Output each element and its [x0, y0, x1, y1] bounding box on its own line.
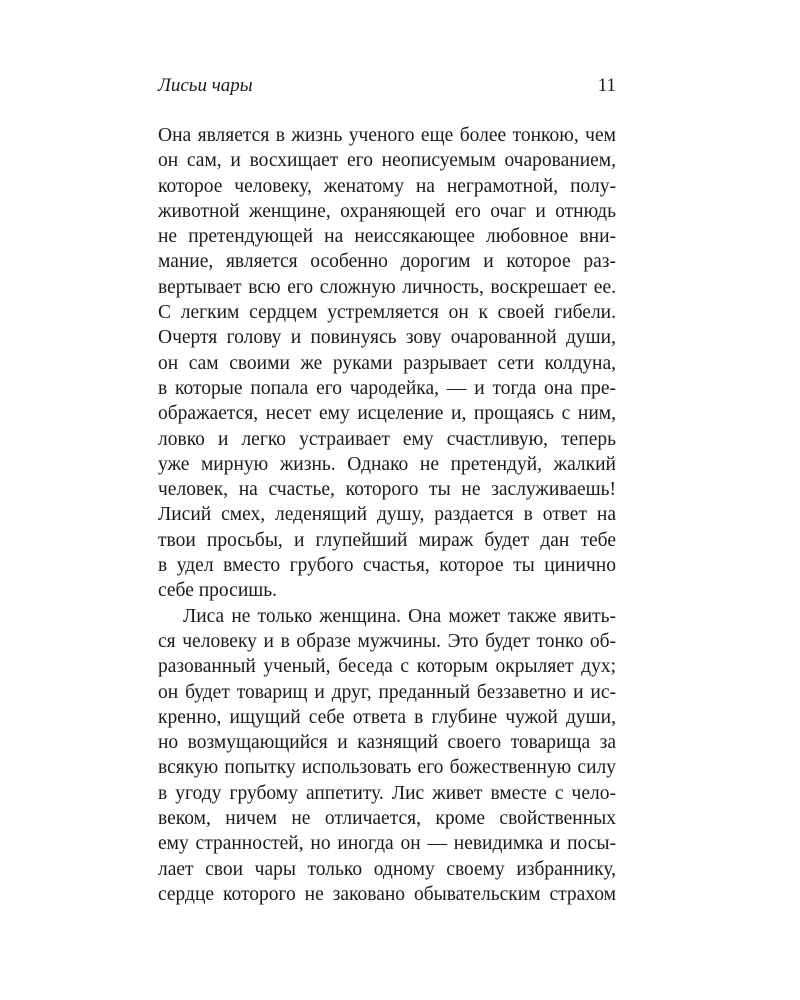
- page-number: 11: [597, 75, 616, 96]
- text-line: он будет товарищ и друг, преданный беззаветно и ис-: [158, 681, 616, 703]
- text-line: ловко и легко устраивает ему счастливую, теперь: [158, 428, 616, 450]
- text-line: он сам, и восхищает его неописуемым очарованием,: [158, 150, 616, 172]
- text-line: но возмущающийся и казнящий своего товарища за: [158, 732, 616, 754]
- text-line: ему странностей, но иногда он — невидимка и посы-: [158, 833, 616, 855]
- text-line: сердце которого не заковано обывательским страхом: [158, 883, 616, 905]
- text-line: всякую попытку использовать его божественную силу: [158, 757, 616, 779]
- running-header: [158, 74, 616, 98]
- text-line: мание, является особенно дорогим и которое раз-: [158, 251, 616, 273]
- text-line: в удел вместо грубого счастья, которое ты цинично: [158, 555, 616, 577]
- text-line: Она является в жизнь ученого еще более тонкою, чем: [158, 125, 616, 146]
- text-line: не претендующей на неиссякающее любовное вни-: [158, 226, 616, 248]
- text-line: животной женщине, охраняющей его очаг и отнюдь: [158, 200, 616, 222]
- text-line: себе просишь.: [158, 580, 278, 602]
- text-line: вертывает всю его сложную личность, воскрешает ее.: [158, 276, 616, 298]
- text-line: которое человеку, женатому на неграмотной, полу-: [158, 175, 616, 197]
- text-line: он сам своими же руками разрывает сети колдуна,: [158, 352, 616, 374]
- text-line: Очертя голову и повинуясь зову очарованной души,: [158, 327, 616, 349]
- text-line: уже мирную жизнь. Однако не претендуй, жалкий: [158, 453, 616, 475]
- text-line: кренно, ищущий себе ответа в глубине чужой души,: [158, 706, 616, 728]
- text-line: веком, ничем не отличается, кроме свойственных: [158, 808, 616, 830]
- text-line: Лиса не только женщина. Она может также явить-: [183, 605, 616, 627]
- text-line: разованный ученый, беседа с которым окрыляет дух;: [158, 656, 616, 678]
- text-line: в которые попала его чародейка, — и тогда она пре-: [158, 377, 616, 399]
- text-line: ображается, несет ему исцеление и, прощаясь с ним,: [158, 403, 616, 425]
- text-line: человек, на счастье, которого ты не заслуживаешь!: [158, 479, 616, 501]
- text-line: ся человеку и в образе мужчины. Это будет тонко об-: [158, 630, 616, 652]
- paragraph-1: [158, 123, 616, 604]
- paragraph-2: [158, 604, 616, 908]
- text-line: С легким сердцем устремляется он к своей гибели.: [158, 302, 616, 324]
- text-line: в угоду грубому аппетиту. Лис живет вместе с чело-: [158, 782, 616, 804]
- running-title: Лисьи чары: [158, 75, 253, 96]
- text-line: лает свои чары только одному своему избраннику,: [158, 858, 616, 880]
- text-line: твои просьбы, и глупейший мираж будет дан тебе: [158, 529, 616, 551]
- text-line: Лисий смех, леденящий душу, раздается в ответ на: [158, 504, 616, 526]
- body-text: [158, 123, 616, 907]
